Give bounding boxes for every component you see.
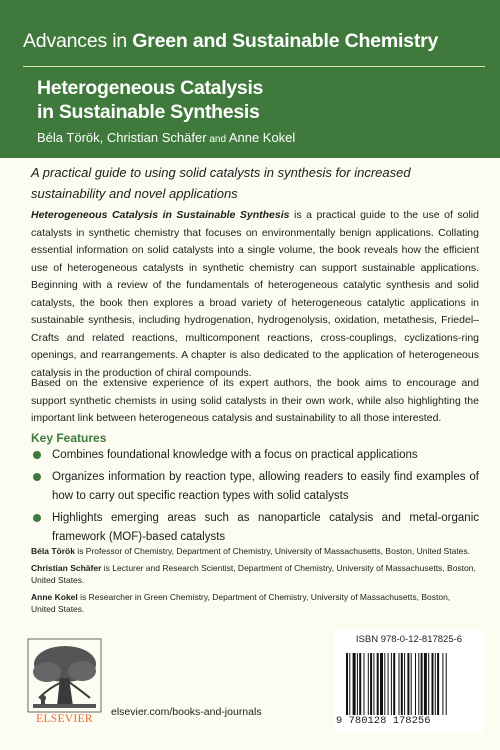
barcode-digits: 9 780128 178256 bbox=[336, 715, 431, 727]
elsevier-tree-icon bbox=[27, 638, 102, 720]
book-title-line-2: in Sustainable Synthesis bbox=[37, 101, 260, 123]
description-paragraph-2: Based on the extensive experience of its expert authors, the book aims to encourage and support synthetic chemists in using solid catalysts in their own work, while also highlighting the important link between heterogeneous catalysis and sustainability to all those interested. bbox=[31, 377, 479, 424]
series-title: Advances in Green and Sustainable Chemistry bbox=[23, 30, 439, 52]
list-item: Combines foundational knowledge with a focus on practical applications bbox=[31, 446, 479, 465]
description-paragraph-1: Heterogeneous Catalysis in Sustainable Synthesis is a practical guide to the use of solid catalysts in synthetic chemistry that focuses on environmentally benign applications. Collating essential information on solid catalysts into a single volume, the book reveals how the efficient use of heterogeneous catalysts in synthetic chemistry can support sustainable applications. Beginning with a review of the fundamentals of heterogeneous catalytic synthesis and solid catalysts, the book then explores a broad variety of heterogeneous catalytic applications in sustainable synthesis, including hydrogenation, hydrogenolysis, oxidation, metathesis, Friedel–Crafts and related reactions, multicomponent reactions, cross-couplings, cyclizations-ring openings, and rearrangements. A chapter is also dedicated to the application of heterogeneous catalysis in the production of chiral compounds. bbox=[31, 209, 479, 379]
isbn-label: ISBN 978-0-12-817825-6 bbox=[355, 634, 463, 645]
book-subtitle: A practical guide to using solid catalysts in synthesis for increased sustainability and novel applications bbox=[31, 165, 411, 201]
bullet-icon bbox=[33, 473, 41, 481]
bullet-icon bbox=[33, 514, 41, 522]
list-item: Organizes information by reaction type, allowing readers to easily find examples of how to carry out specific reaction types with solid catalysts bbox=[31, 468, 479, 506]
author-bio: Christian Schäfer is Lecturer and Research Scientist, Department of Chemistry, University of Massachusetts, Boston, United States. bbox=[31, 562, 476, 585]
publisher-url: elsevier.com/books-and-journals bbox=[111, 706, 262, 718]
header-divider bbox=[23, 66, 485, 67]
barcode-bars bbox=[346, 653, 474, 715]
author-bio: Béla Török is Professor of Chemistry, Department of Chemistry, University of Massachusetts, Boston, United States. bbox=[31, 546, 471, 556]
barcode bbox=[334, 630, 484, 733]
authors: Béla Török, Christian Schäfer and Anne Kokel bbox=[37, 130, 296, 145]
book-title-line-1: Heterogeneous Catalysis bbox=[37, 77, 264, 99]
book-title bbox=[37, 76, 263, 124]
list-item: Highlights emerging areas such as nanoparticle catalysis and metal-organic framework (MOF)-based catalysts bbox=[31, 509, 479, 547]
bullet-icon bbox=[33, 451, 41, 459]
publisher-name: ELSEVIER bbox=[36, 713, 93, 725]
author-bios bbox=[31, 545, 476, 620]
author-bio: Anne Kokel is Researcher in Green Chemistry, Department of Chemistry, University of Massachusetts, Boston, United States. bbox=[31, 591, 451, 614]
key-features-list bbox=[31, 446, 479, 550]
key-features-heading: Key Features bbox=[31, 431, 107, 445]
